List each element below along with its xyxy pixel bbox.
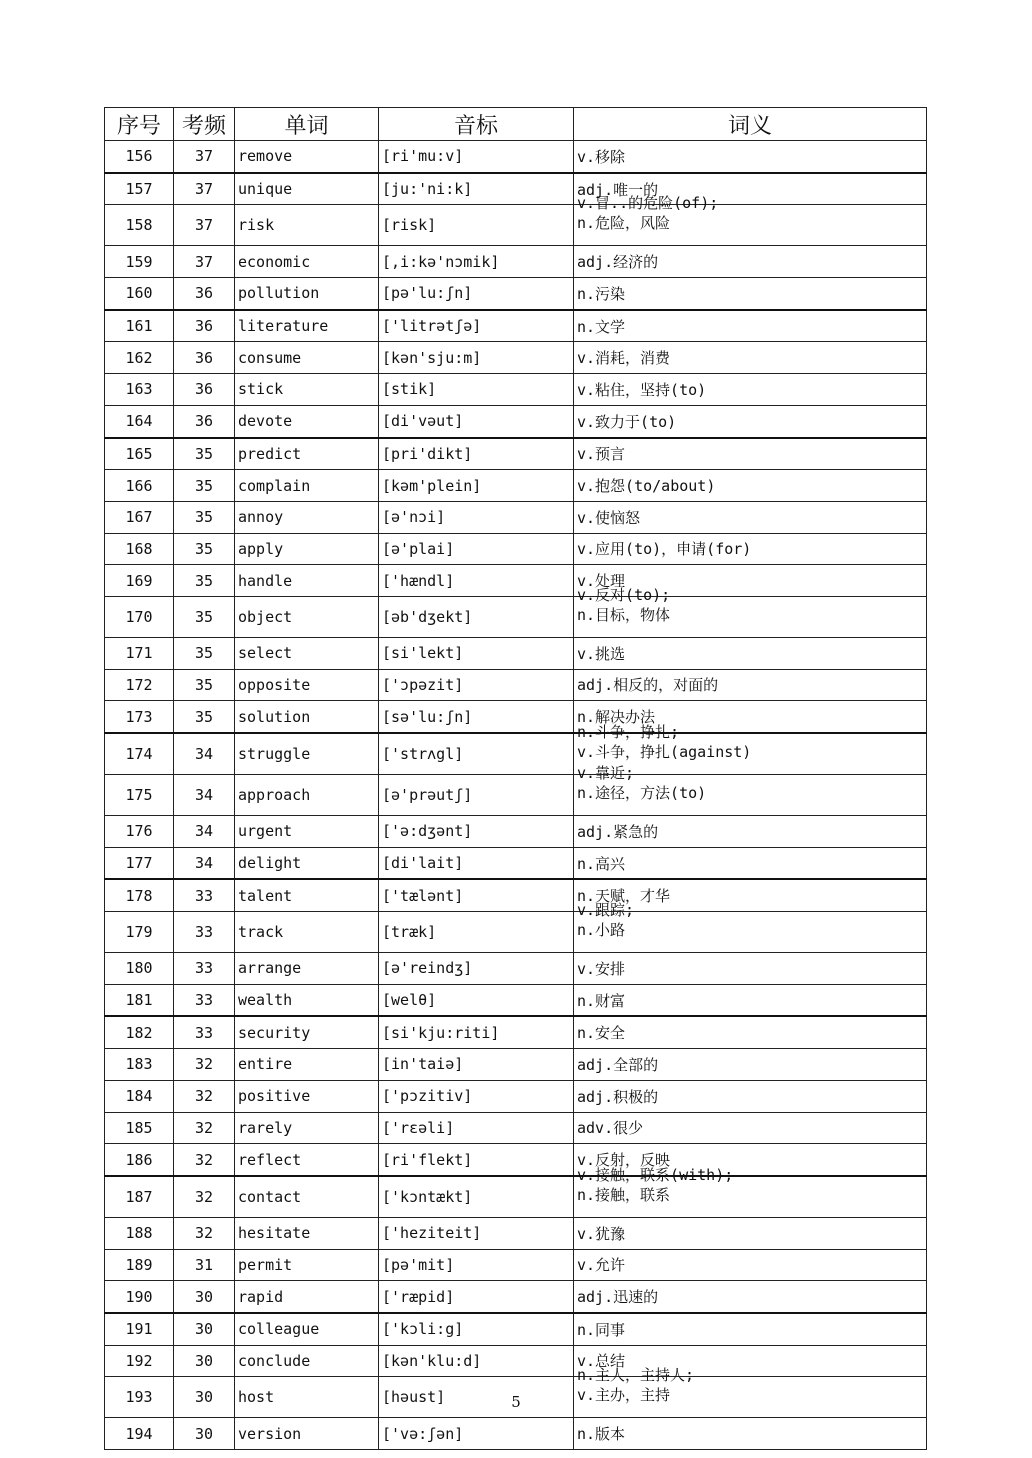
- cell-number: 175: [105, 775, 174, 816]
- cell-word: devote: [235, 405, 379, 437]
- cell-meaning: adj.迅速的: [574, 1281, 927, 1313]
- cell-phonetic: [sə'lu:ʃn]: [379, 701, 574, 733]
- cell-frequency: 35: [174, 501, 235, 533]
- meaning-line-1: v.反对(to);: [577, 585, 671, 604]
- cell-word: approach: [235, 775, 379, 816]
- meaning-line-2: n.危险，风险: [577, 214, 671, 233]
- cell-frequency: 35: [174, 637, 235, 669]
- cell-phonetic: [pri'dikt]: [379, 438, 574, 470]
- cell-meaning: [574, 194, 927, 246]
- cell-frequency: 36: [174, 374, 235, 406]
- table-row: [105, 205, 927, 246]
- cell-meaning: n.天赋，才华: [574, 879, 927, 911]
- cell-frequency: 31: [174, 1249, 235, 1281]
- cell-word: rapid: [235, 1281, 379, 1313]
- cell-frequency: 37: [174, 141, 235, 173]
- table-row: [105, 374, 927, 406]
- table-row: [105, 141, 927, 173]
- cell-word: permit: [235, 1249, 379, 1281]
- cell-frequency: 35: [174, 701, 235, 733]
- table-header-row: [105, 108, 927, 141]
- cell-frequency: 35: [174, 438, 235, 470]
- cell-number: 182: [105, 1016, 174, 1048]
- cell-frequency: 30: [174, 1418, 235, 1450]
- cell-number: 165: [105, 438, 174, 470]
- cell-phonetic: [di'vəut]: [379, 405, 574, 437]
- cell-number: 162: [105, 342, 174, 374]
- table-row: [105, 775, 927, 816]
- cell-word: pollution: [235, 278, 379, 310]
- cell-word: positive: [235, 1080, 379, 1112]
- cell-meaning: adv.很少: [574, 1112, 927, 1144]
- cell-phonetic: ['hændl]: [379, 565, 574, 597]
- cell-word: hesitate: [235, 1217, 379, 1249]
- table-row: [105, 1281, 927, 1313]
- cell-frequency: 34: [174, 775, 235, 816]
- cell-word: opposite: [235, 669, 379, 701]
- table-row: [105, 847, 927, 879]
- cell-frequency: 33: [174, 879, 235, 911]
- cell-meaning: v.粘住，坚持(to): [574, 374, 927, 406]
- cell-phonetic: [kən'klu:d]: [379, 1345, 574, 1377]
- cell-phonetic: [di'lait]: [379, 847, 574, 879]
- cell-number: 156: [105, 141, 174, 173]
- table-row: [105, 438, 927, 470]
- meaning-line-2: v.主办，主持: [577, 1386, 671, 1405]
- cell-number: 171: [105, 637, 174, 669]
- cell-frequency: 35: [174, 669, 235, 701]
- table-row: [105, 342, 927, 374]
- cell-frequency: 30: [174, 1377, 235, 1418]
- cell-phonetic: [ə'nɔi]: [379, 501, 574, 533]
- cell-word: stick: [235, 374, 379, 406]
- cell-phonetic: ['pɔzitiv]: [379, 1080, 574, 1112]
- meaning-line-1: n.斗争，挣扎;: [577, 723, 680, 741]
- cell-number: 176: [105, 816, 174, 848]
- cell-phonetic: ['heziteit]: [379, 1217, 574, 1249]
- cell-phonetic: [kən'sju:m]: [379, 342, 574, 374]
- cell-frequency: 35: [174, 596, 235, 637]
- cell-word: host: [235, 1377, 379, 1418]
- header-word: 单词: [235, 108, 379, 141]
- cell-number: 186: [105, 1144, 174, 1176]
- cell-frequency: 36: [174, 342, 235, 374]
- cell-number: 159: [105, 246, 174, 278]
- cell-meaning: adj.经济的: [574, 246, 927, 278]
- cell-number: 167: [105, 501, 174, 533]
- cell-meaning: v.致力于(to): [574, 405, 927, 437]
- cell-number: 170: [105, 596, 174, 637]
- cell-number: 194: [105, 1418, 174, 1450]
- cell-number: 179: [105, 912, 174, 953]
- cell-number: 190: [105, 1281, 174, 1313]
- table-row: [105, 1217, 927, 1249]
- cell-word: economic: [235, 246, 379, 278]
- cell-phonetic: ['və:ʃən]: [379, 1418, 574, 1450]
- cell-word: annoy: [235, 501, 379, 533]
- cell-number: 158: [105, 205, 174, 246]
- table-row: [105, 405, 927, 437]
- cell-number: 163: [105, 374, 174, 406]
- cell-meaning: adj.紧急的: [574, 816, 927, 848]
- cell-number: 173: [105, 701, 174, 733]
- cell-word: solution: [235, 701, 379, 733]
- meaning-line-2: n.小路: [577, 921, 626, 940]
- meaning-line-2: n.接触，联系: [577, 1185, 671, 1204]
- cell-phonetic: [risk]: [379, 205, 574, 246]
- cell-meaning: v.抱怨(to/about): [574, 470, 927, 502]
- cell-meaning: v.允许: [574, 1249, 927, 1281]
- cell-word: select: [235, 637, 379, 669]
- meaning-line-1: v.接触，联系(with);: [577, 1165, 734, 1184]
- cell-frequency: 32: [174, 1080, 235, 1112]
- cell-phonetic: ['ə:dʒənt]: [379, 816, 574, 848]
- cell-number: 160: [105, 278, 174, 310]
- cell-meaning: n.解决办法: [574, 701, 927, 733]
- cell-frequency: 30: [174, 1313, 235, 1345]
- cell-word: remove: [235, 141, 379, 173]
- cell-phonetic: [welθ]: [379, 984, 574, 1016]
- cell-number: 157: [105, 173, 174, 205]
- cell-frequency: 37: [174, 205, 235, 246]
- cell-number: 189: [105, 1249, 174, 1281]
- table-row: [105, 1313, 927, 1345]
- cell-word: colleague: [235, 1313, 379, 1345]
- cell-frequency: 33: [174, 1016, 235, 1048]
- cell-meaning: v.消耗，消费: [574, 342, 927, 374]
- cell-meaning: v.总结: [574, 1345, 927, 1377]
- cell-word: handle: [235, 565, 379, 597]
- cell-frequency: 34: [174, 816, 235, 848]
- meaning-line-2: n.途径，方法(to): [577, 784, 707, 802]
- header-frequency: 考频: [174, 108, 235, 141]
- meaning-lines: [577, 763, 926, 803]
- cell-phonetic: [ju:'ni:k]: [379, 173, 574, 205]
- cell-word: track: [235, 912, 379, 953]
- page-number: 5: [511, 1393, 521, 1411]
- cell-word: talent: [235, 879, 379, 911]
- table-row: [105, 637, 927, 669]
- header-meaning: 词义: [574, 108, 927, 141]
- meaning-lines: [577, 900, 926, 940]
- cell-number: 184: [105, 1080, 174, 1112]
- cell-phonetic: [in'taiə]: [379, 1049, 574, 1081]
- table-row: [105, 1249, 927, 1281]
- table-row: [105, 533, 927, 565]
- header-phonetic: 音标: [379, 108, 574, 141]
- cell-word: arrange: [235, 953, 379, 985]
- cell-meaning: v.使恼怒: [574, 501, 927, 533]
- table-row: [105, 596, 927, 637]
- cell-frequency: 35: [174, 533, 235, 565]
- cell-frequency: 30: [174, 1345, 235, 1377]
- cell-word: conclude: [235, 1345, 379, 1377]
- cell-word: urgent: [235, 816, 379, 848]
- cell-meaning: [574, 901, 927, 953]
- cell-word: complain: [235, 470, 379, 502]
- table-row: [105, 310, 927, 342]
- cell-phonetic: [si'kju:riti]: [379, 1016, 574, 1048]
- table-row: [105, 1080, 927, 1112]
- cell-frequency: 32: [174, 1176, 235, 1218]
- cell-frequency: 32: [174, 1049, 235, 1081]
- meaning-line-2: n.目标，物体: [577, 605, 671, 624]
- meaning-line-1: v.冒..的危险(of);: [577, 194, 719, 213]
- cell-number: 178: [105, 879, 174, 911]
- cell-meaning: v.安排: [574, 953, 927, 985]
- cell-word: version: [235, 1418, 379, 1450]
- table-row: [105, 984, 927, 1016]
- cell-phonetic: [træk]: [379, 912, 574, 953]
- cell-frequency: 32: [174, 1217, 235, 1249]
- meaning-line-1: v.跟踪;: [577, 901, 635, 920]
- cell-phonetic: [ə'plai]: [379, 533, 574, 565]
- cell-phonetic: [si'lekt]: [379, 637, 574, 669]
- cell-phonetic: ['strʌgl]: [379, 733, 574, 775]
- table-row: [105, 669, 927, 701]
- cell-phonetic: [ri'mu:v]: [379, 141, 574, 173]
- cell-number: 188: [105, 1217, 174, 1249]
- cell-number: 177: [105, 847, 174, 879]
- cell-number: 193: [105, 1377, 174, 1418]
- cell-phonetic: [kəm'plein]: [379, 470, 574, 502]
- cell-number: 180: [105, 953, 174, 985]
- cell-meaning: n.安全: [574, 1016, 927, 1048]
- cell-number: 161: [105, 310, 174, 342]
- cell-word: rarely: [235, 1112, 379, 1144]
- cell-word: object: [235, 596, 379, 637]
- table-body: [105, 141, 927, 1450]
- cell-phonetic: ['kɔntækt]: [379, 1176, 574, 1218]
- cell-number: 169: [105, 565, 174, 597]
- cell-word: delight: [235, 847, 379, 879]
- cell-number: 172: [105, 669, 174, 701]
- cell-frequency: 34: [174, 733, 235, 775]
- meaning-line-2: v.斗争，挣扎(against): [577, 743, 752, 761]
- cell-frequency: 30: [174, 1281, 235, 1313]
- cell-frequency: 35: [174, 470, 235, 502]
- cell-number: 191: [105, 1313, 174, 1345]
- cell-meaning: n.文学: [574, 310, 927, 342]
- cell-word: security: [235, 1016, 379, 1048]
- meaning-lines: [577, 193, 926, 233]
- cell-phonetic: [həust]: [379, 1377, 574, 1418]
- table-row: [105, 1049, 927, 1081]
- cell-number: 168: [105, 533, 174, 565]
- cell-meaning: adj.积极的: [574, 1080, 927, 1112]
- cell-meaning: n.高兴: [574, 847, 927, 879]
- cell-number: 166: [105, 470, 174, 502]
- table-row: [105, 246, 927, 278]
- cell-frequency: 36: [174, 278, 235, 310]
- table-row: [105, 953, 927, 985]
- meaning-lines: [577, 722, 926, 762]
- cell-word: entire: [235, 1049, 379, 1081]
- cell-meaning: v.犹豫: [574, 1217, 927, 1249]
- meaning-lines: [577, 1165, 926, 1205]
- table-row: [105, 278, 927, 310]
- cell-number: 164: [105, 405, 174, 437]
- cell-number: 174: [105, 733, 174, 775]
- cell-phonetic: [ə'prəutʃ]: [379, 775, 574, 816]
- cell-meaning: v.移除: [574, 141, 927, 173]
- table-row: [105, 1418, 927, 1450]
- cell-frequency: 33: [174, 953, 235, 985]
- cell-meaning: [574, 1165, 927, 1218]
- cell-meaning: adj.全部的: [574, 1049, 927, 1081]
- cell-phonetic: [əb'dʒekt]: [379, 596, 574, 637]
- cell-meaning: n.污染: [574, 278, 927, 310]
- cell-word: unique: [235, 173, 379, 205]
- cell-frequency: 36: [174, 310, 235, 342]
- meaning-lines: [577, 585, 926, 625]
- cell-frequency: 32: [174, 1112, 235, 1144]
- cell-number: 187: [105, 1176, 174, 1218]
- cell-phonetic: [pə'lu:ʃn]: [379, 278, 574, 310]
- table-row: [105, 470, 927, 502]
- cell-frequency: 33: [174, 984, 235, 1016]
- cell-word: wealth: [235, 984, 379, 1016]
- cell-meaning: n.同事: [574, 1313, 927, 1345]
- cell-number: 183: [105, 1049, 174, 1081]
- cell-word: apply: [235, 533, 379, 565]
- cell-phonetic: ['kɔli:g]: [379, 1313, 574, 1345]
- cell-number: 181: [105, 984, 174, 1016]
- cell-frequency: 33: [174, 912, 235, 953]
- cell-phonetic: ['tælənt]: [379, 879, 574, 911]
- cell-meaning: v.处理: [574, 565, 927, 597]
- cell-phonetic: [ri'flekt]: [379, 1144, 574, 1176]
- cell-frequency: 36: [174, 405, 235, 437]
- cell-frequency: 35: [174, 565, 235, 597]
- cell-word: contact: [235, 1176, 379, 1218]
- table-row: [105, 1176, 927, 1218]
- table-row: [105, 501, 927, 533]
- table-row: [105, 1112, 927, 1144]
- table-row: [105, 1016, 927, 1048]
- cell-meaning: [574, 585, 927, 637]
- cell-number: 185: [105, 1112, 174, 1144]
- cell-meaning: n.财富: [574, 984, 927, 1016]
- meaning-line-1: n.主人，主持人;: [577, 1366, 695, 1385]
- cell-phonetic: ['ræpid]: [379, 1281, 574, 1313]
- cell-meaning: v.预言: [574, 438, 927, 470]
- cell-phonetic: ['litrətʃə]: [379, 310, 574, 342]
- cell-phonetic: [stik]: [379, 374, 574, 406]
- cell-word: literature: [235, 310, 379, 342]
- cell-meaning: v.应用(to)，申请(for): [574, 533, 927, 565]
- cell-meaning: [574, 764, 927, 816]
- table-row: [105, 816, 927, 848]
- cell-meaning: adj.相反的，对面的: [574, 669, 927, 701]
- header-number: 序号: [105, 108, 174, 141]
- cell-word: predict: [235, 438, 379, 470]
- cell-word: risk: [235, 205, 379, 246]
- cell-meaning: v.挑选: [574, 637, 927, 669]
- cell-frequency: 37: [174, 246, 235, 278]
- cell-word: consume: [235, 342, 379, 374]
- cell-phonetic: [pə'mit]: [379, 1249, 574, 1281]
- cell-phonetic: ['ɔpəzit]: [379, 669, 574, 701]
- table-row: [105, 912, 927, 953]
- cell-frequency: 32: [174, 1144, 235, 1176]
- meaning-line-1: v.靠近;: [577, 764, 635, 782]
- cell-meaning: v.反射，反映: [574, 1144, 927, 1176]
- cell-meaning: n.版本: [574, 1418, 927, 1450]
- cell-meaning: adj.唯一的: [574, 173, 927, 205]
- cell-word: reflect: [235, 1144, 379, 1176]
- cell-phonetic: [ə'reindʒ]: [379, 953, 574, 985]
- cell-phonetic: [,i:kə'nɔmik]: [379, 246, 574, 278]
- cell-word: struggle: [235, 733, 379, 775]
- cell-frequency: 37: [174, 173, 235, 205]
- cell-phonetic: ['rɛəli]: [379, 1112, 574, 1144]
- vocabulary-table: [104, 107, 927, 1450]
- cell-frequency: 34: [174, 847, 235, 879]
- cell-number: 192: [105, 1345, 174, 1377]
